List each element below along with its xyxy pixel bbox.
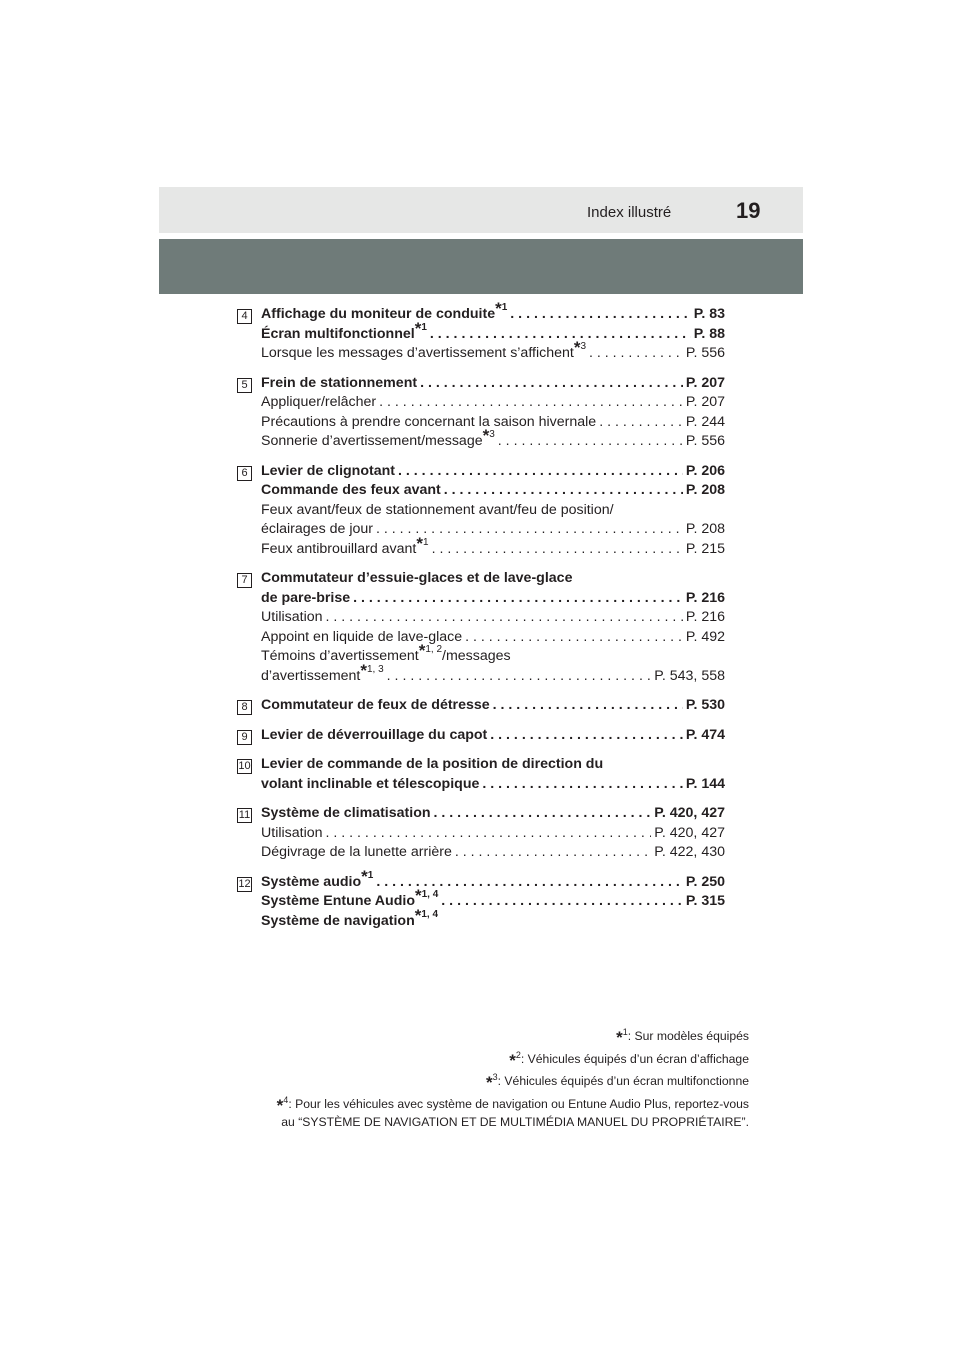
page-reference[interactable]: P. 422, 430 — [654, 844, 725, 860]
asterisk-icon: * — [616, 1028, 623, 1047]
entry-label: éclairages de jour — [261, 521, 373, 537]
entry-label: Système de climatisation — [261, 805, 431, 821]
index-section — [237, 374, 725, 452]
asterisk-icon: * — [509, 1050, 516, 1070]
dot-leader — [432, 540, 683, 560]
index-entry[interactable] — [261, 726, 725, 746]
page-reference[interactable]: P. 144 — [685, 775, 725, 792]
footnote-number: 3 — [492, 1072, 498, 1082]
page-reference[interactable]: P. 216 — [685, 609, 725, 625]
index-entry[interactable] — [261, 775, 725, 795]
footnote: *$^3$: Véhicules équipés d’un écran multifonctionne — [486, 1072, 749, 1092]
dot-leader — [398, 462, 683, 482]
index-entry[interactable] — [261, 338, 725, 364]
item-number-badge: 5 — [237, 378, 252, 393]
entry-label: Commande des feux avant — [261, 482, 441, 498]
index-entry[interactable] — [261, 481, 725, 501]
index-section — [237, 462, 725, 560]
dot-leader — [498, 432, 683, 452]
index-section — [237, 299, 725, 364]
footnote: *$^2$: Véhicules équipés d’un écran d’affichage — [509, 1049, 749, 1070]
index-entry[interactable] — [261, 393, 725, 413]
page-reference[interactable]: P. 207 — [685, 374, 725, 391]
page-reference[interactable]: P. 474 — [685, 726, 725, 743]
index-section — [237, 804, 725, 863]
page-reference[interactable]: P. 556 — [685, 433, 725, 449]
index-entry[interactable] — [261, 608, 725, 628]
index-entry[interactable] — [261, 824, 725, 844]
page-reference[interactable]: P. 88 — [693, 325, 725, 342]
entry-label: Témoins d’avertissement$^{*1, 2}$/messages — [261, 641, 511, 664]
page-reference[interactable]: P. 244 — [685, 413, 725, 430]
item-number-badge: 11 — [238, 809, 251, 821]
index-entry[interactable] — [261, 696, 725, 716]
dot-leader — [326, 608, 683, 628]
dot-leader — [482, 775, 682, 795]
page-reference[interactable]: P. 420, 427 — [654, 805, 725, 821]
item-number-badge: 9 — [237, 730, 252, 745]
index-entry[interactable] — [261, 462, 725, 482]
footnote-ref: *1, 2 — [418, 641, 443, 660]
entry-label: Affichage du moniteur de conduite$^{*1}$ — [261, 299, 508, 322]
footnote-number: 1 — [622, 1027, 628, 1037]
item-number-badge: 4 — [237, 309, 252, 324]
entry-label: Écran multifonctionnel$^{*1}$ — [261, 318, 427, 342]
footnote-ref: *3 — [573, 338, 586, 357]
index-entry[interactable] — [261, 501, 725, 521]
entry-label: Frein de stationnement — [261, 374, 418, 391]
index-section — [237, 755, 725, 794]
index-entry[interactable] — [261, 299, 725, 325]
item-number-badge: 12 — [238, 877, 251, 890]
entry-label: volant inclinable et télescopique — [261, 775, 480, 792]
index-entry[interactable] — [261, 318, 725, 345]
page-reference[interactable]: P. 207 — [685, 394, 725, 410]
page-reference[interactable]: P. 420, 427 — [654, 824, 725, 841]
dot-leader — [430, 325, 691, 345]
dot-leader — [455, 843, 651, 863]
item-number-badge: 7 — [237, 573, 252, 588]
footnote-ref: *1 — [361, 866, 374, 886]
dot-leader — [379, 393, 683, 413]
asterisk-icon: * — [482, 426, 490, 445]
index-entry[interactable] — [261, 520, 725, 540]
section-title: Index illustré — [587, 204, 672, 221]
entry-label: de pare-brise — [261, 589, 351, 606]
index-entry[interactable] — [261, 426, 725, 452]
entry-label: Utilisation — [261, 824, 323, 841]
entry-label: Appliquer/relâcher — [261, 394, 377, 410]
item-number-badge: 6 — [237, 466, 252, 481]
page-reference[interactable]: P. 215 — [685, 540, 725, 557]
index-entry[interactable] — [261, 628, 725, 648]
index-section — [237, 866, 725, 932]
entry-label: Commutateur de feux de détresse — [261, 697, 490, 713]
dot-leader — [420, 374, 683, 394]
index-entry[interactable] — [261, 660, 725, 687]
dot-leader — [387, 667, 652, 687]
dot-leader — [326, 824, 652, 844]
index-entry[interactable] — [261, 569, 725, 589]
dot-leader — [490, 726, 683, 746]
dot-leader — [599, 413, 683, 433]
entry-label: Levier de clignotant — [261, 462, 396, 479]
dot-leader — [510, 305, 690, 325]
index-entry[interactable] — [261, 866, 725, 893]
footnote-ref: *1, 4 — [414, 886, 439, 905]
entry-label: Lorsque les messages d’avertissement s’affichent$^{*3}$ — [261, 338, 586, 361]
asterisk-icon: * — [414, 318, 422, 338]
entry-label: Commutateur d’essuie-glaces et de lave-glace — [261, 570, 573, 586]
dot-leader — [444, 481, 683, 501]
entry-label: Sonnerie d’avertissement/message$^{*3}$ — [261, 426, 495, 449]
page-reference[interactable]: P. 543, 558 — [654, 667, 725, 684]
dot-leader — [434, 804, 652, 824]
entry-label: Levier de déverrouillage du capot — [261, 726, 488, 743]
page-reference[interactable]: P. 530 — [685, 697, 725, 713]
page-reference[interactable]: P. 208 — [685, 521, 725, 537]
index-entry[interactable] — [261, 886, 725, 912]
asterisk-icon: * — [418, 641, 426, 660]
page-reference[interactable]: P. 83 — [693, 306, 725, 322]
entry-label: Dégivrage de la lunette arrière — [261, 844, 452, 860]
footnote-ref: *1 — [414, 318, 427, 338]
index-entry[interactable] — [261, 374, 725, 394]
entry-label: Système de navigation$^{*1, 4}$ — [261, 905, 439, 929]
index-section — [237, 726, 725, 746]
entry-label: Feux antibrouillard avant$^{*1}$ — [261, 533, 429, 557]
page-reference[interactable]: P. 315 — [685, 893, 725, 909]
asterisk-icon: * — [276, 1095, 284, 1115]
entry-label: Système audio$^{*1}$ — [261, 866, 374, 890]
footnote-ref: *1, 3 — [360, 660, 384, 680]
index-entry[interactable] — [261, 755, 725, 775]
asterisk-icon: * — [573, 338, 581, 357]
asterisk-icon: * — [361, 866, 368, 886]
page-number: 19 — [736, 198, 761, 223]
index-entry[interactable] — [261, 533, 725, 560]
footnote: au “SYSTÈME DE NAVIGATION ET DE MULTIMÉDIA MANUEL DU PROPRIÉTAIRE”. — [281, 1115, 749, 1129]
entry-label: Appoint en liquide de lave-glace — [261, 628, 463, 645]
index-entry[interactable] — [261, 905, 725, 932]
asterisk-icon: * — [416, 533, 423, 553]
dot-leader — [465, 628, 683, 648]
dot-leader — [493, 696, 683, 716]
index-entry[interactable] — [261, 804, 725, 824]
header-band — [159, 239, 803, 294]
index-section — [237, 569, 725, 686]
asterisk-icon: * — [414, 886, 422, 905]
dot-leader — [353, 589, 683, 609]
asterisk-icon: * — [486, 1073, 493, 1092]
footnote-ref: *1, 4 — [414, 905, 439, 925]
footnote-ref: *3 — [482, 426, 495, 445]
item-number-badge: 8 — [237, 700, 252, 715]
footnote-number: 2 — [515, 1049, 521, 1060]
entry-label: Système Entune Audio$^{*1, 4}$ — [261, 886, 439, 909]
page-reference[interactable]: P. 250 — [685, 873, 725, 890]
footnote-ref: *1 — [495, 299, 508, 318]
page-reference[interactable]: P. 206 — [685, 462, 725, 479]
entry-label: Levier de commande de la position de direction du — [261, 756, 604, 772]
index-list — [237, 299, 725, 941]
index-entry[interactable] — [261, 641, 725, 667]
page-reference[interactable]: P. 556 — [685, 345, 725, 361]
page-reference[interactable]: P. 492 — [685, 628, 725, 645]
page-reference[interactable]: P. 216 — [685, 589, 725, 606]
entry-label: Feux avant/feux de stationnement avant/feu de position/ — [261, 501, 614, 518]
entry-label: d’avertissement$^{*1, 3}$ — [261, 660, 384, 684]
index-entry[interactable] — [261, 843, 725, 863]
entry-label: Précautions à prendre concernant la saison hivernale — [261, 413, 597, 430]
footnote-ref: *1 — [416, 533, 429, 553]
asterisk-icon: * — [495, 299, 502, 318]
item-number-badge: 10 — [238, 760, 251, 772]
page-reference[interactable]: P. 208 — [685, 482, 725, 498]
asterisk-icon: * — [360, 660, 367, 680]
dot-leader — [589, 344, 683, 364]
footnotes — [277, 1024, 749, 1132]
entry-label: Utilisation — [261, 609, 323, 625]
asterisk-icon: * — [414, 905, 422, 925]
dot-leader — [441, 892, 683, 912]
index-section — [237, 696, 725, 716]
footnote-number: 4 — [283, 1094, 289, 1105]
footnote: *$^1$: Sur modèles équipés — [616, 1027, 749, 1047]
header-bar — [159, 187, 803, 233]
index-entry[interactable] — [261, 589, 725, 609]
footnote: *$^4$: Pour les véhicules avec système de navigation ou Entune Audio Plus, reportez-vous — [276, 1094, 749, 1115]
